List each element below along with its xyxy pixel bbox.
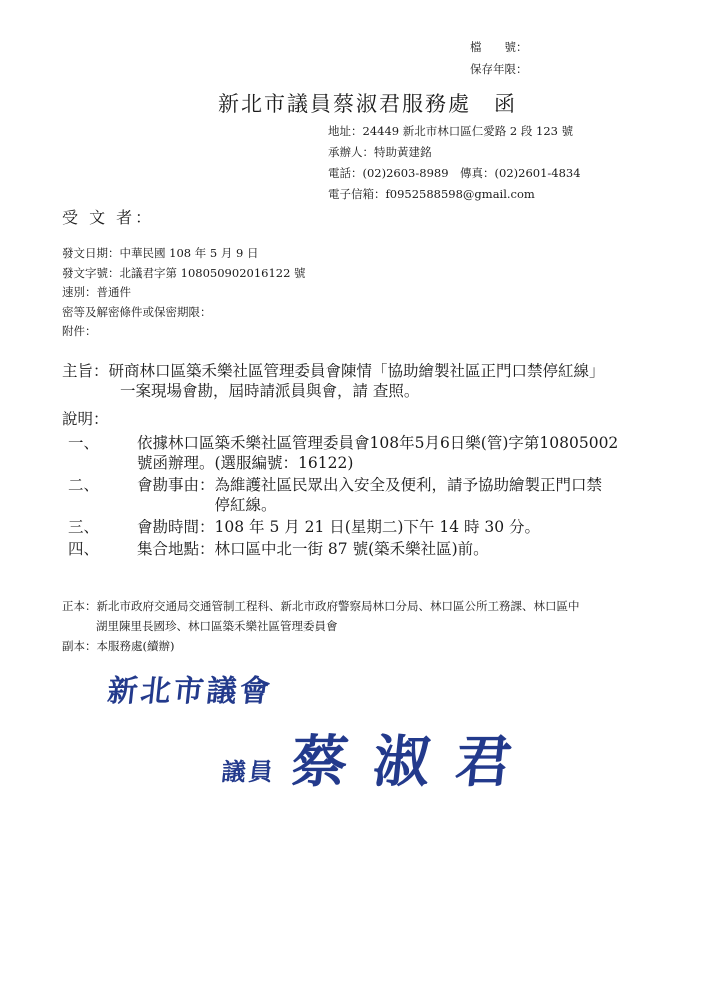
- explanation-list: [62, 433, 697, 561]
- explanation-label: 說明：: [62, 410, 109, 428]
- councilor-name-seal: 蔡淑君: [288, 730, 541, 795]
- email: 電子信箱：f0952588598@gmail.com: [328, 187, 535, 201]
- reference-number: 發文字號：北議君字第 108050902016122 號: [62, 265, 306, 280]
- item-number: 二、: [68, 476, 100, 494]
- item-text-cont: 停紅線。: [137, 496, 277, 514]
- subject-line-1: 主旨：研商林口區築禾樂社區管理委員會陳情「協助繪製社區正門口禁停紅線」: [62, 362, 605, 380]
- item-text: 會勘事由：為維護社區民眾出入安全及便利，請予協助繪製正門口禁: [137, 476, 603, 494]
- item-text-cont: 號函辦理。(選服編號：16122): [137, 454, 354, 472]
- item-number: 四、: [68, 540, 100, 558]
- item-text: 集合地點：林口區中北一街 87 號(築禾樂社區)前。: [137, 540, 489, 558]
- original-recipients: 正本：新北市政府交通局交通管制工程科、新北市政府警察局林口分局、林口區公所工務課、林口區中: [62, 599, 580, 613]
- retention-period-label: 保存年限：: [470, 62, 528, 76]
- delivery-speed: 速別：普通件: [62, 285, 131, 299]
- contact-block: [328, 124, 581, 208]
- document-meta: [62, 246, 306, 344]
- file-number-label: 檔 號：: [470, 40, 528, 54]
- original-recipients-cont: 湖里陳里長國珍、林口區築禾樂社區管理委員會: [96, 619, 338, 633]
- recipient-label: 受 文 者：: [62, 208, 155, 227]
- item-text: 會勘時間：108 年 5 月 21 日(星期二)下午 14 時 30 分。: [137, 518, 541, 536]
- subject-block: [62, 361, 605, 401]
- document-title: 新北市議員蔡淑君服務處 函: [218, 92, 517, 116]
- copy-recipients: 副本：本服務處(續辦): [62, 639, 175, 653]
- item-text: 依據林口區築禾樂社區管理委員會108年5月6日樂(管)字第10805002: [137, 434, 619, 452]
- item-number: 三、: [68, 518, 100, 536]
- councilor-title-seal: 議員: [220, 758, 278, 786]
- security-level: 密等及解密條件或保密期限：: [62, 304, 212, 319]
- phone-fax: 電話：(02)2603-8989 傳真：(02)2601-4834: [328, 166, 581, 180]
- handler: 承辦人：特助黃建銘: [328, 145, 432, 159]
- list-item: [62, 517, 697, 537]
- item-number: 一、: [68, 434, 100, 452]
- list-item: [62, 475, 697, 515]
- list-item: [62, 539, 697, 559]
- council-seal: 新北市議會: [105, 674, 275, 709]
- attachment: 附件：: [62, 324, 97, 338]
- issue-date: 發文日期：中華民國 108 年 5 月 9 日: [62, 246, 259, 260]
- address: 地址：24449 新北市林口區仁愛路 2 段 123 號: [328, 124, 574, 138]
- subject-line-2: 一案現場會勘，屆時請派員與會，請 查照。: [120, 382, 420, 400]
- filing-info: [470, 40, 528, 84]
- distribution-block: [62, 599, 580, 659]
- list-item: [62, 433, 697, 473]
